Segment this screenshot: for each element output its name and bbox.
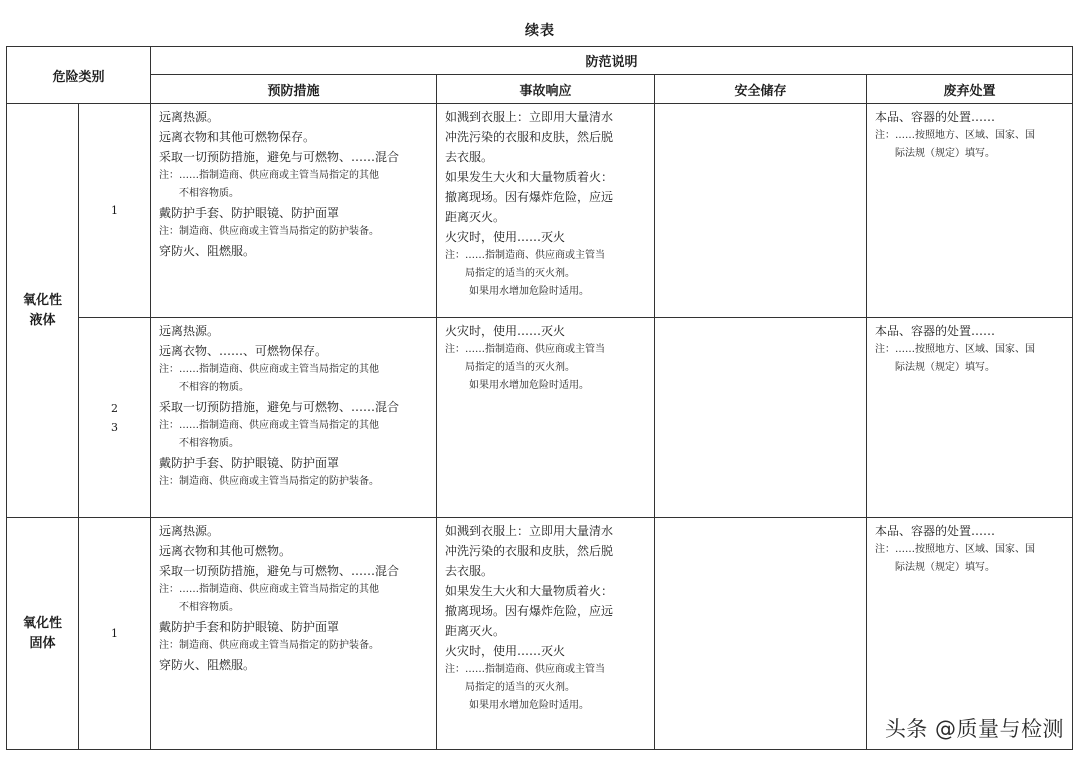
text-line: 如溅到衣服上：立即用大量清水 — [445, 524, 614, 538]
text-line: 本品、容器的处置…… — [875, 324, 996, 338]
note-line: 际法规（规定）填写。 — [895, 562, 996, 573]
note-line: 如果用水增加危险时适用。 — [469, 286, 590, 297]
table-caption: 续表 — [525, 23, 555, 39]
note-line: 注：……按照地方、区域、国家、国 — [875, 130, 1036, 141]
text-line: 撤离现场。因有爆炸危险，应远 — [445, 190, 614, 204]
text-line: 戴防护手套、防护眼镜、防护面罩 — [159, 456, 340, 470]
text-line: 本品、容器的处置…… — [875, 524, 996, 538]
text-line: 采取一切预防措施，避免与可燃物、……混合 — [159, 150, 400, 164]
text-line: 火灾时，使用……灭火 — [445, 230, 566, 244]
text-line: 冲洗污染的衣服和皮肤，然后脱 — [445, 544, 614, 558]
text-line: 冲洗污染的衣服和皮肤，然后脱 — [445, 130, 614, 144]
hazard-category-text: 氧化性 — [22, 615, 62, 631]
hazard-category-text: 氧化性 — [22, 292, 62, 308]
hazard-level-cell — [79, 104, 151, 318]
text-line: 距离灭火。 — [445, 624, 506, 638]
storage-cell — [655, 318, 867, 518]
table-row — [7, 318, 1073, 518]
hazard-precaution-table — [6, 46, 1073, 750]
text-line: 远离衣物、……、可燃物保存。 — [159, 344, 328, 358]
text-line: 采取一切预防措施，避免与可燃物、……混合 — [159, 564, 400, 578]
note-line: 际法规（规定）填写。 — [895, 362, 996, 373]
note-line: 注：……按照地方、区域、国家、国 — [875, 544, 1036, 555]
hazard-level: 1 — [111, 204, 118, 217]
text-line: 如果发生大火和大量物质着火： — [445, 170, 614, 184]
hazard-category-cell — [7, 104, 79, 518]
header-category: 危险类别 — [7, 47, 151, 104]
text-line: 火灾时，使用……灭火 — [445, 324, 566, 338]
response-cell — [437, 318, 655, 518]
hazard-level-cell — [79, 518, 151, 750]
header-storage: 安全储存 — [655, 75, 867, 104]
note-line: 注：制造商、供应商或主管当局指定的防护装备。 — [159, 476, 380, 487]
response-cell — [437, 518, 655, 750]
text-line: 去衣服。 — [445, 564, 494, 578]
text-line: 如溅到衣服上：立即用大量清水 — [445, 110, 614, 124]
text-line: 远离热源。 — [159, 324, 220, 338]
note-line: 注：……指制造商、供应商或主管当局指定的其他 — [159, 170, 380, 181]
note-line: 如果用水增加危险时适用。 — [469, 700, 590, 711]
note-line: 如果用水增加危险时适用。 — [469, 380, 590, 391]
prevention-cell — [151, 518, 437, 750]
hazard-category-cell — [7, 518, 79, 750]
response-cell — [437, 104, 655, 318]
header-row-2 — [7, 75, 1073, 104]
text-line: 如果发生大火和大量物质着火： — [445, 584, 614, 598]
text-line: 穿防火、阻燃服。 — [159, 244, 256, 258]
hazard-category-text: 固体 — [29, 635, 56, 651]
hazard-category-text: 液体 — [29, 312, 56, 328]
text-line: 远离热源。 — [159, 524, 220, 538]
text-line: 去衣服。 — [445, 150, 494, 164]
text-line: 采取一切预防措施，避免与可燃物、……混合 — [159, 400, 400, 414]
note-line: 注：……指制造商、供应商或主管当局指定的其他 — [159, 364, 380, 375]
text-line: 远离衣物和其他可燃物保存。 — [159, 130, 316, 144]
text-line: 撤离现场。因有爆炸危险，应远 — [445, 604, 614, 618]
text-line: 远离衣物和其他可燃物。 — [159, 544, 292, 558]
text-line: 戴防护手套、防护眼镜、防护面罩 — [159, 206, 340, 220]
text-line: 远离热源。 — [159, 110, 220, 124]
prevention-cell — [151, 104, 437, 318]
note-line: 注：……指制造商、供应商或主管当 — [445, 344, 606, 355]
note-line: 注：……指制造商、供应商或主管当 — [445, 250, 606, 261]
note-line: 注：制造商、供应商或主管当局指定的防护装备。 — [159, 226, 380, 237]
prevention-cell — [151, 318, 437, 518]
hazard-level: 2 — [111, 401, 118, 415]
storage-cell — [655, 104, 867, 318]
text-line: 穿防火、阻燃服。 — [159, 658, 256, 672]
header-row-1 — [7, 47, 1073, 75]
disposal-cell — [867, 318, 1073, 518]
note-line: 际法规（规定）填写。 — [895, 148, 996, 159]
note-line: 注：……指制造商、供应商或主管当局指定的其他 — [159, 584, 380, 595]
note-line: 注：制造商、供应商或主管当局指定的防护装备。 — [159, 640, 380, 651]
note-line: 注：……指制造商、供应商或主管当 — [445, 664, 606, 675]
hazard-level-cell — [79, 318, 151, 518]
note-line: 不相容的物质。 — [179, 382, 250, 393]
note-line: 局指定的适当的灭火剂。 — [465, 362, 576, 373]
header-group: 防范说明 — [151, 47, 1073, 75]
header-prevention: 预防措施 — [151, 75, 437, 104]
disposal-cell — [867, 104, 1073, 318]
text-line: 本品、容器的处置…… — [875, 110, 996, 124]
header-response: 事故响应 — [437, 75, 655, 104]
note-line: 不相容物质。 — [179, 438, 240, 449]
note-line: 局指定的适当的灭火剂。 — [465, 268, 576, 279]
note-line: 不相容物质。 — [179, 602, 240, 613]
note-line: 注：……按照地方、区域、国家、国 — [875, 344, 1036, 355]
storage-cell — [655, 518, 867, 750]
note-line: 不相容物质。 — [179, 188, 240, 199]
watermark: 头条 @质量与检测 — [884, 717, 1064, 741]
table-body — [7, 47, 1073, 750]
note-line: 局指定的适当的灭火剂。 — [465, 682, 576, 693]
text-line: 戴防护手套和防护眼镜、防护面罩 — [159, 620, 340, 634]
text-line: 火灾时，使用……灭火 — [445, 644, 566, 658]
hazard-level: 3 — [111, 420, 118, 434]
note-line: 注：……指制造商、供应商或主管当局指定的其他 — [159, 420, 380, 431]
table-row — [7, 104, 1073, 318]
hazard-level: 1 — [111, 627, 118, 640]
text-line: 距离灭火。 — [445, 210, 506, 224]
header-disposal: 废弃处置 — [867, 75, 1073, 104]
